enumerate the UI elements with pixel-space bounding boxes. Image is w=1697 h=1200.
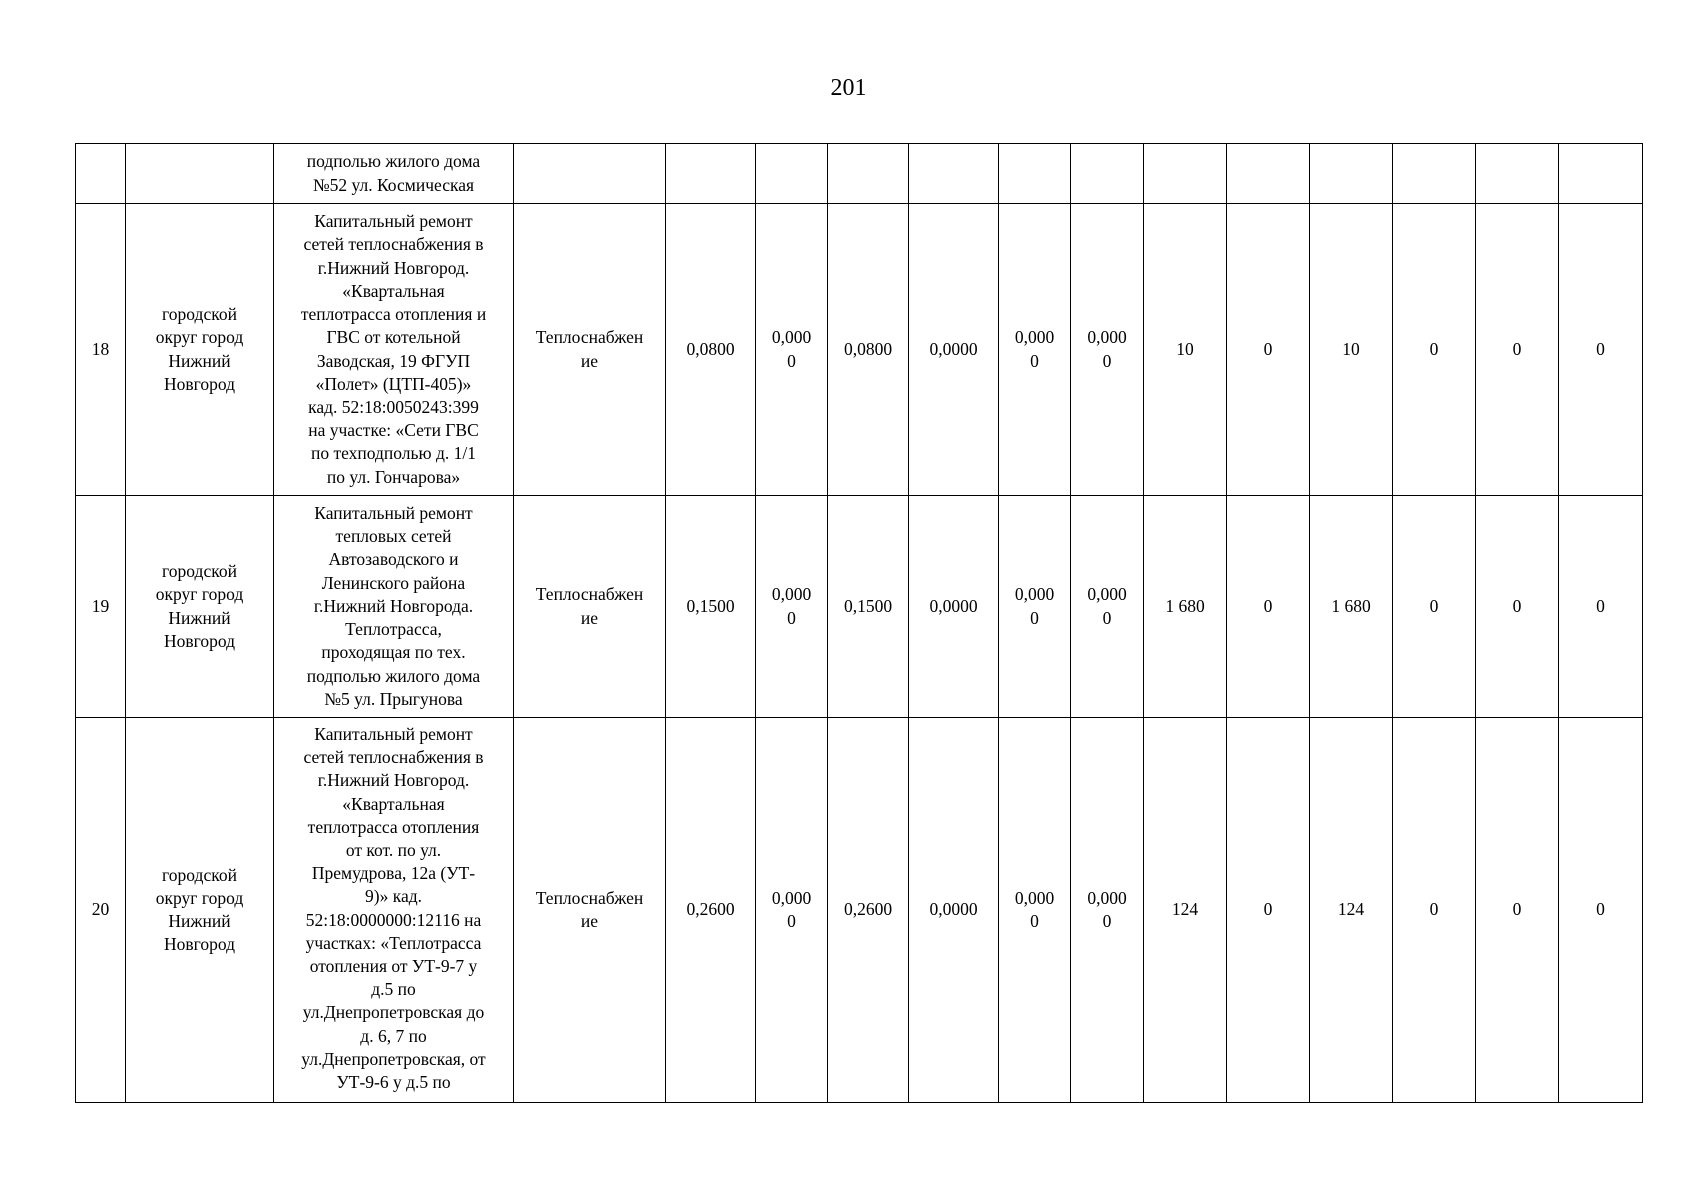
value-cell [1476,144,1559,204]
value-cell: 1 680 [1310,496,1393,718]
value-cell: 0,000 0 [756,718,828,1103]
row-number [76,144,126,204]
value-cell: 1 680 [1144,496,1227,718]
value-cell: 124 [1144,718,1227,1103]
value-cell: 0 [1476,496,1559,718]
value-cell [999,144,1071,204]
table-row [76,144,1643,204]
value-cell [1310,144,1393,204]
value-cell: 0,1500 [666,496,756,718]
value-cell: 0,000 0 [1071,718,1144,1103]
table-row [76,496,1643,718]
value-cell: 0 [1476,204,1559,496]
value-cell: 0 [1227,204,1310,496]
municipality-cell [126,144,274,204]
value-cell: 0 [1559,204,1643,496]
description-cell: Капитальный ремонт сетей теплоснабжения в г.Нижний Новгород. «Квартальная теплотрасса отопления от кот. по ул. Премудрова, 12а (УТ- 9)» кад. 52:18:0000000:12116 на участках: «Теплотрасса отопления от УТ-9-7 у д.5 по ул.Днепропетровская до д. 6, 7 по ул.Днепропетровская, от УТ-9-6 у д.5 по [274,718,514,1103]
description-cell: Капитальный ремонт тепловых сетей Автозаводского и Ленинского района г.Нижний Новгорода. Теплотрасса, проходящая по тех. подполью жилого дома №5 ул. Прыгунова [274,496,514,718]
category-cell [514,144,666,204]
value-cell [909,144,999,204]
value-cell [756,144,828,204]
value-cell [1559,144,1643,204]
value-cell [666,144,756,204]
category-cell: Теплоснабжен ие [514,718,666,1103]
municipality-cell: городской округ город Нижний Новгород [126,204,274,496]
value-cell: 0,000 0 [756,496,828,718]
value-cell: 0,0000 [909,204,999,496]
category-cell: Теплоснабжен ие [514,204,666,496]
value-cell: 10 [1310,204,1393,496]
value-cell: 10 [1144,204,1227,496]
row-number: 18 [76,204,126,496]
table-row [76,718,1643,1103]
value-cell: 0,000 0 [756,204,828,496]
value-cell [1071,144,1144,204]
value-cell: 0,000 0 [999,496,1071,718]
value-cell: 0 [1393,496,1476,718]
value-cell: 0 [1227,496,1310,718]
value-cell: 0,1500 [828,496,909,718]
category-cell: Теплоснабжен ие [514,496,666,718]
value-cell: 0 [1559,496,1643,718]
value-cell [1144,144,1227,204]
value-cell: 124 [1310,718,1393,1103]
value-cell: 0,000 0 [1071,496,1144,718]
value-cell [1227,144,1310,204]
value-cell: 0,0800 [666,204,756,496]
table-row [76,204,1643,496]
row-number: 20 [76,718,126,1103]
value-cell: 0,000 0 [999,718,1071,1103]
investment-table [75,143,1643,1103]
value-cell: 0,000 0 [1071,204,1144,496]
description-cell: подполью жилого дома №52 ул. Космическая [274,144,514,204]
value-cell: 0 [1393,204,1476,496]
municipality-cell: городской округ город Нижний Новгород [126,718,274,1103]
row-number: 19 [76,496,126,718]
value-cell: 0,0800 [828,204,909,496]
value-cell: 0 [1559,718,1643,1103]
value-cell: 0,0000 [909,496,999,718]
value-cell: 0 [1476,718,1559,1103]
value-cell [828,144,909,204]
municipality-cell: городской округ город Нижний Новгород [126,496,274,718]
value-cell: 0 [1393,718,1476,1103]
value-cell: 0,000 0 [999,204,1071,496]
value-cell: 0,0000 [909,718,999,1103]
page-number: 201 [830,75,867,101]
description-cell: Капитальный ремонт сетей теплоснабжения в г.Нижний Новгород. «Квартальная теплотрасса отопления и ГВС от котельной Заводская, 19 ФГУП «Полет» (ЦТП-405)» кад. 52:18:0050243:399 на участке: «Сети ГВС по техподполью д. 1/1 по ул. Гончарова» [274,204,514,496]
value-cell: 0,2600 [828,718,909,1103]
value-cell [1393,144,1476,204]
value-cell: 0,2600 [666,718,756,1103]
value-cell: 0 [1227,718,1310,1103]
